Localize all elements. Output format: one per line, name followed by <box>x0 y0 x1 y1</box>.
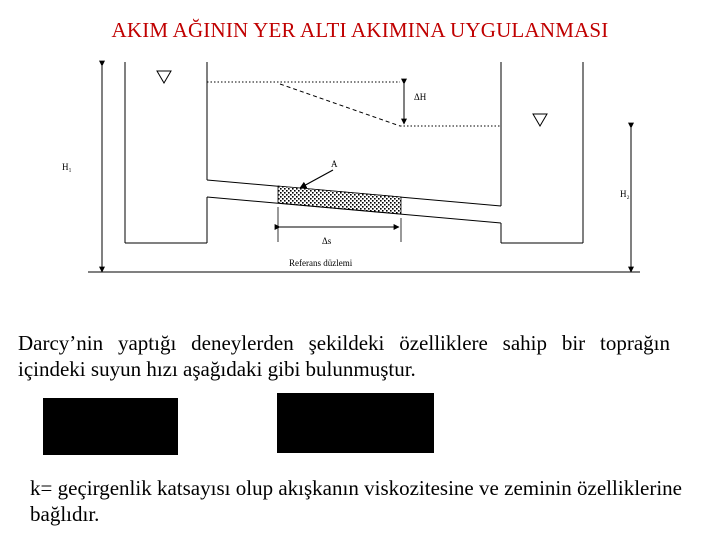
h1-label: H₁ <box>62 162 72 172</box>
left-tank <box>125 62 207 243</box>
paragraph-darcy: Darcy’nin yaptığı deneylerden şekildeki özelliklere sahip bir toprağın içindeki suyun hızı aşağıdaki gibi bulunmuştur. <box>18 331 670 381</box>
delta-s-label: Δs <box>322 236 332 246</box>
h2-label: H₂ <box>620 189 630 199</box>
area-arrow <box>300 170 333 188</box>
paragraph-permeability: k= geçirgenlik katsayısı olup akışkanın viskozitesine ve zeminin özelliklerine bağlıdır. <box>30 476 682 526</box>
area-label: A <box>331 159 338 169</box>
water-level-right-icon <box>533 114 547 126</box>
page-title: AKIM AĞININ YER ALTI AKIMINA UYGULANMASI <box>111 18 609 42</box>
hydraulic-gradient-line <box>280 84 400 126</box>
soil-sample <box>278 186 401 214</box>
formula-block-right <box>277 393 434 453</box>
reference-label: Referans düzlemi <box>289 258 353 268</box>
formula-block-left <box>43 398 178 455</box>
water-level-left-icon <box>157 71 171 83</box>
delta-h-label: ΔH <box>414 92 427 102</box>
right-tank <box>501 62 583 243</box>
soil-pipe <box>207 180 501 223</box>
